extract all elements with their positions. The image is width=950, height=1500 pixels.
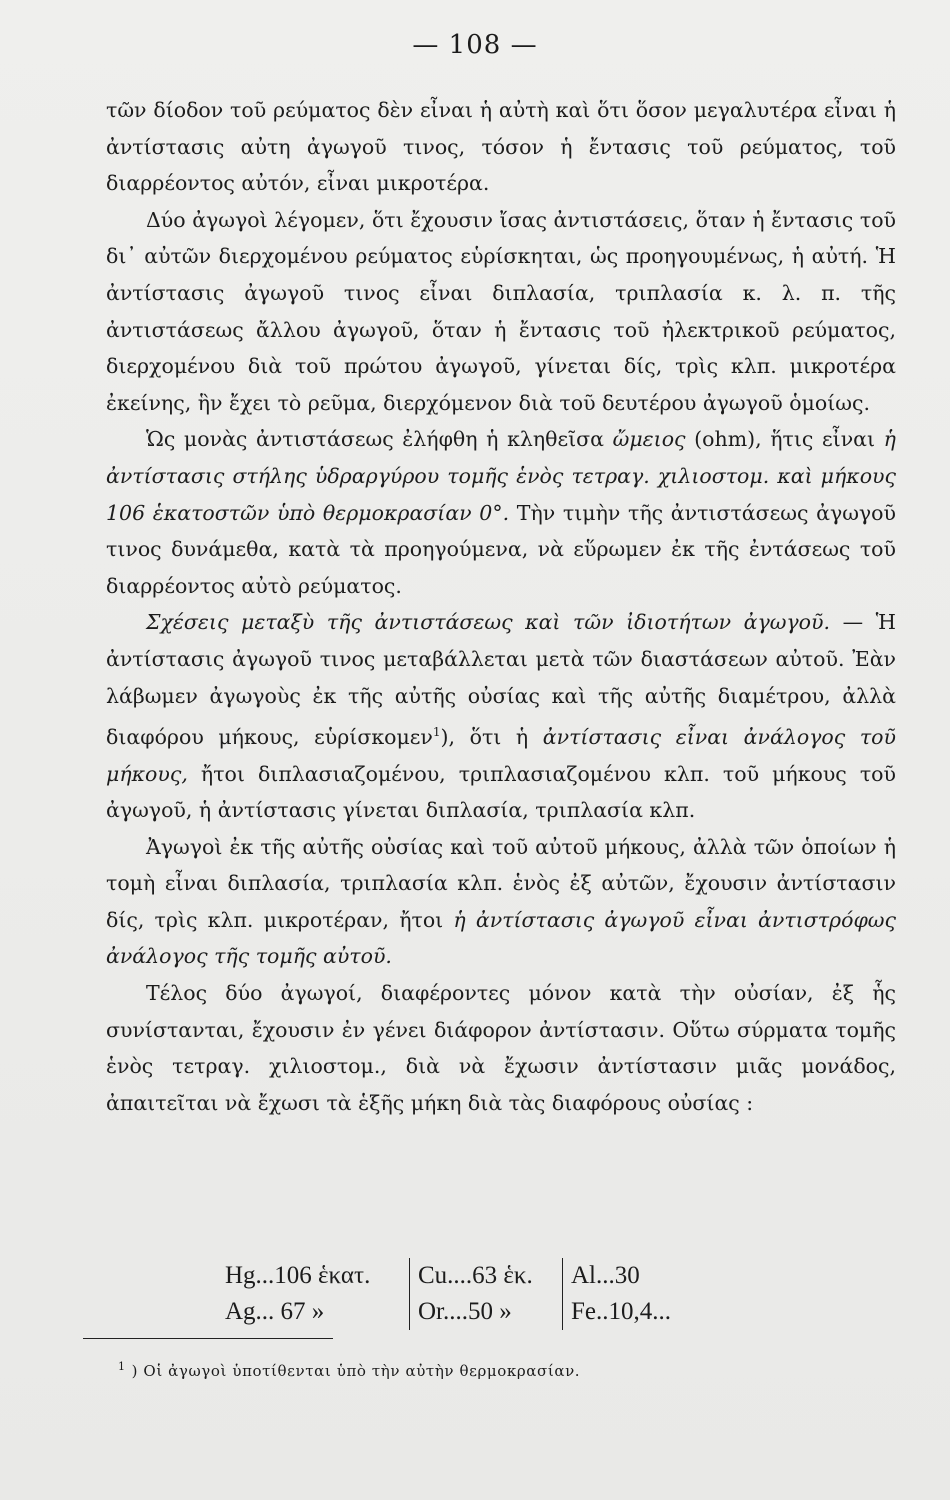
footnote (118, 1360, 580, 1380)
ohm-intro: Ὡς μονὰς ἀντιστάσεως ἐλήφθη ἡ κληθεῖσα (146, 427, 604, 452)
table-cell: Al...30 (562, 1258, 699, 1294)
footnote-mark: 1 (118, 1360, 126, 1373)
ohm-term: ὤμειος (612, 427, 686, 452)
paragraph-dimensions (106, 604, 896, 828)
table-cell: Hg...106 ἑκατ. (225, 1262, 371, 1289)
footnote-reference: 1 (432, 725, 441, 740)
footnote-text: ) Οἱ ἀγωγοὶ ὑποτίθενται ὑπὸ τὴν αὐτὴν θερμοκρασίαν. (131, 1362, 581, 1380)
dimensions-text-2: ), ὅτι ἡ (440, 724, 529, 749)
table-row (225, 1258, 699, 1294)
cross-section-text: Ἀγωγοὶ ἐκ τῆς αὐτῆς οὐσίας καὶ τοῦ αὐτοῦ μήκους, ἀλλὰ τῶν ὁποίων ἡ τομὴ εἶναι διπλασία, τριπλασία κλπ. ἑνὸς ἐξ αὐτῶν, ἔχουσιν ἀντίστασιν δίς, τρὶς κλπ. μικροτέραν, ἤτοι (106, 834, 896, 932)
length-law-explanation: ἤτοι διπλασιαζομένου, τριπλασιαζομένου κλπ. τοῦ μήκους τοῦ ἀγωγοῦ, ἡ ἀντίστασις γίνεται διπλασία, τριπλασία κλπ. (106, 761, 896, 823)
section-heading: Σχέσεις μεταξὺ τῆς ἀντιστάσεως καὶ τῶν ἰδιοτήτων ἀγωγοῦ. (146, 610, 830, 635)
page-body (106, 92, 896, 1121)
paragraph-cross-section (106, 829, 896, 975)
ohm-latin: (ohm), ἥτις εἶναι (694, 427, 876, 452)
paragraph-material: Τέλος δύο ἀγωγοί, διαφέροντες μόνον κατὰ τὴν οὐσίαν, ἐξ ἧς συνίστανται, ἔχουσιν ἐν γένει διάφορον ἀντίστασιν. Οὕτω σύρματα τομῆς ἑνὸς τετραγ. χιλιοστομ., διὰ νὰ ἔχωσιν ἀντίστασιν μιᾶς μονάδος, ἀπαιτεῖται νὰ ἔχωσι τὰ ἑξῆς μήκη διὰ τὰς διαφόρους οὐσίας : (106, 981, 896, 1115)
resistance-length-table (225, 1258, 699, 1330)
length-law: ἀντίστασις εἶναι ἀνάλογος τοῦ μήκους, (106, 724, 896, 786)
paragraph-equal-resistance: Δύο ἀγωγοὶ λέγομεν, ὅτι ἔχουσιν ἴσας ἀντιστάσεις, ὅταν ἡ ἔντασις τοῦ δι᾿ αὐτῶν διερχομένου ρεύματος εὑρίσκηται, ὡς προηγουμένως, ἡ αὐτή. Ἡ ἀντίστασις ἀγωγοῦ τινος εἶναι διπλασία, τριπλασία κ. λ. π. τῆς ἀντιστάσεως ἄλλου ἀγωγοῦ, ὅταν ἡ ἔντασις τοῦ ἠλεκτρικοῦ ρεύματος, διερχομένου διὰ τοῦ πρώτου ἀγωγοῦ, γίνεται δίς, τρὶς κλπ. μικροτέρα ἐκείνης, ἣν ἔχει τὸ ρεῦμα, διερχόμενον διὰ τοῦ δευτέρου ἀγωγοῦ ὁμοίως. (106, 207, 896, 415)
dimensions-text: — Ἡ ἀντίστασις ἀγωγοῦ τινος μεταβάλλεται μετὰ τῶν διαστάσεων αὐτοῦ. Ἐὰν λάβωμεν ἀγωγοὺς ἐκ τῆς αὐτῆς οὐσίας καὶ τῆς αὐτῆς διαμέτρου, ἀλλὰ διαφόρου μήκους, εὑρίσκομεν (106, 610, 896, 749)
table-cell: Cu....63 ἑκ. (409, 1258, 562, 1294)
table-cell: Or....50 » (409, 1294, 562, 1330)
paragraph-continuation: τῶν δίοδον τοῦ ρεύματος δὲν εἶναι ἡ αὐτὴ καὶ ὅτι ὅσον μεγαλυτέρα εἶναι ἡ ἀντίστασις αὐτη ἀγωγοῦ τινος, τόσον ἡ ἔντασις τοῦ ρεύματος, τοῦ διαρρέοντος αὐτόν, εἶναι μικροτέρα. (106, 98, 896, 196)
table-row (225, 1294, 699, 1330)
paragraph-ohm-unit (106, 421, 896, 604)
page-number: — 108 — (412, 30, 538, 60)
ohm-measurement: Τὴν τιμὴν τῆς ἀντιστάσεως ἀγωγοῦ τινος δυνάμεθα, κατὰ τὰ προηγούμενα, νὰ εὕρωμεν ἐκ τῆς ἐντάσεως τοῦ διαρρέοντος αὐτὸ ρεύματος. (106, 500, 896, 598)
table-cell: Fe..10,4... (562, 1294, 699, 1330)
table-cell: Ag... 67 » (225, 1298, 325, 1325)
footnote-divider (83, 1338, 333, 1339)
cross-section-law: ἡ ἀντίστασις ἀγωγοῦ εἶναι ἀντιστρόφως ἀνάλογος τῆς τομῆς αὐτοῦ. (106, 907, 896, 969)
ohm-definition: ἡ ἀντίστασις στήλης ὑδραργύρου τομῆς ἑνὸς τετραγ. χιλιοστομ. καὶ μήκους 106 ἑκατοστῶν ὑπὸ θερμοκρασίαν 0°. (106, 427, 896, 525)
